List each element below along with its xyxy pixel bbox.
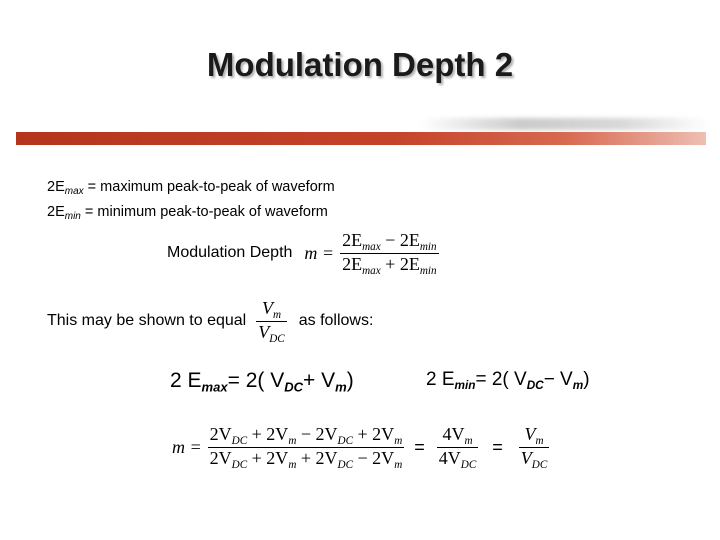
equal-line-before: This may be shown to equal (47, 312, 247, 330)
definitions (47, 177, 335, 227)
modulation-depth-formula (167, 230, 439, 277)
vm-vdc-fraction: $\frac{V_m}{V_{DC}}$ (258, 298, 285, 345)
definition-max: $2E_{max}$ = maximum peak-to-peak of waveform (47, 179, 335, 197)
final-fraction: $\frac{V_m}{V_{DC}}$ (520, 424, 548, 471)
derivation-fraction: $\frac{2V_{DC} + 2V_m - 2V_{DC} + 2V_m}{2V_{DC} + 2V_m + 2V_{DC} - 2V_m}$ (209, 424, 403, 471)
equal-line (47, 298, 373, 345)
modulation-depth-label: Modulation Depth (167, 244, 293, 262)
derivation (172, 424, 549, 471)
title-divider (16, 132, 706, 145)
emin-equation: 2 $E_{min}= 2$( $V_{DC}- V_m$) (426, 369, 590, 393)
divider-shadow (420, 118, 710, 130)
derivation-lhs: m = (172, 436, 202, 457)
depth-fraction: $\frac{2E_{max} - 2E_{min}}{2E_{max} + 2E_{min}}$ (342, 230, 437, 277)
four-vm-fraction: $\frac{4V_m}{4V_{DC}}$ (438, 424, 477, 471)
formula-lhs: m = (304, 242, 335, 263)
equals-sign-2: = (492, 436, 503, 457)
equal-line-after: as follows: (298, 312, 374, 330)
page-title: Modulation Depth 2 (206, 46, 514, 83)
emax-equation: 2 $E_{max}= 2$( $V_{DC}+ V_m$) (170, 369, 354, 395)
definition-min: $2E_{min}$ = minimum peak-to-peak of waveform (47, 204, 328, 222)
equals-sign-1: = (414, 436, 425, 457)
